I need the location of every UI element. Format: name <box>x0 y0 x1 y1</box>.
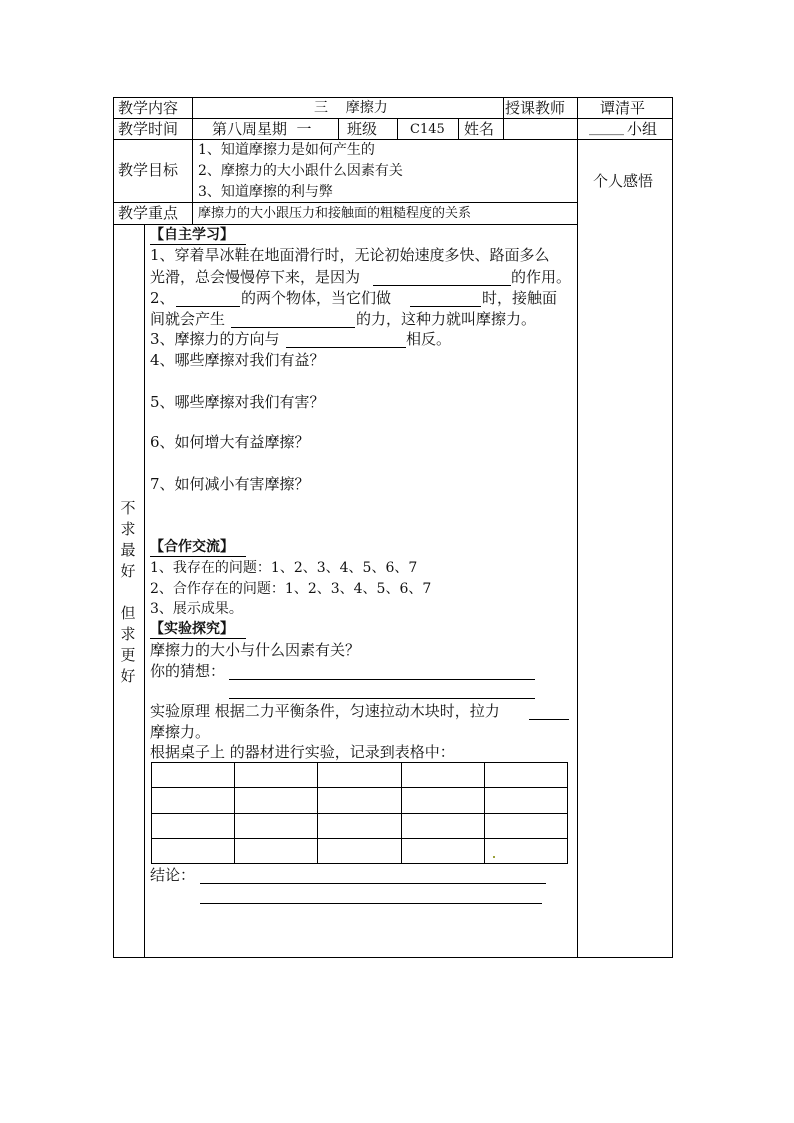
heading-rule <box>150 638 246 639</box>
goal-item: 1、知道摩擦力是如何产生的 <box>198 142 375 158</box>
q3-a: 3、摩擦力的方向与 <box>150 330 280 348</box>
goal-item: 3、知道摩擦的利与弊 <box>198 184 333 200</box>
q7: 7、如何减小有害摩擦？ <box>150 475 310 493</box>
q2-line2-a: 间就会产生 <box>150 310 226 328</box>
motto-char: 不 <box>120 499 136 517</box>
motto-char: 求 <box>120 625 136 643</box>
guess-label: 你的猜想： <box>150 662 226 680</box>
record-table-vline <box>317 762 318 864</box>
q6: 6、如何增大有益摩擦？ <box>150 433 310 451</box>
col-sep-class-value <box>397 118 398 139</box>
q4: 4、哪些摩擦对我们有益？ <box>150 351 325 369</box>
goal-item: 2、摩擦力的大小跟什么因素有关 <box>198 163 403 179</box>
motto-char: 最 <box>120 541 136 559</box>
guess-blank-1[interactable] <box>229 679 535 680</box>
q2-blank-1[interactable] <box>176 306 240 307</box>
q3-blank[interactable] <box>286 347 406 348</box>
table-border-right <box>672 97 673 958</box>
row-sep-4 <box>113 224 577 225</box>
record-table-hline <box>151 787 568 788</box>
q2-line2-b: 的力，这种力就叫摩擦力。 <box>356 310 537 328</box>
motto-char: 求 <box>120 520 136 538</box>
q1-line2-a: 光滑，总会慢慢停下来，是因为 <box>150 268 361 286</box>
record-table-hline <box>151 762 568 763</box>
record-table-hline <box>151 863 568 864</box>
experiment-heading: 【实验探究】 <box>150 621 234 637</box>
reflection-label: 个人感悟 <box>593 172 654 190</box>
motto-char: 好 <box>120 562 136 580</box>
experiment-question: 摩擦力的大小与什么因素有关？ <box>150 641 361 659</box>
cooperation-item: 2、合作存在的问题：1、2、3、4、5、6、7 <box>150 581 432 597</box>
record-table-vline <box>151 762 152 864</box>
guess-blank-2[interactable] <box>229 698 535 699</box>
table-border-bottom <box>113 957 673 958</box>
group-blank: _____ <box>589 120 624 136</box>
label-name: 姓名 <box>464 120 495 138</box>
row-sep-2 <box>113 139 673 140</box>
label-key: 教学重点 <box>118 204 179 222</box>
conclusion-blank-1[interactable] <box>200 883 546 884</box>
record-table <box>151 762 568 864</box>
motto-char: 更 <box>120 646 136 664</box>
time-value: 第八周星期 一 <box>212 120 312 138</box>
principle-a: 实验原理 根据二力平衡条件，匀速拉动木块时，拉力 <box>150 702 500 720</box>
col-sep-name-label <box>458 118 459 139</box>
row-sep-3 <box>113 202 577 203</box>
q3-b: 相反。 <box>406 330 452 348</box>
q1-blank[interactable] <box>373 285 511 286</box>
record-table-vline <box>484 762 485 864</box>
label-class: 班级 <box>347 120 378 138</box>
label-teacher: 授课教师 <box>505 99 566 117</box>
q2-line1-c: 时，接触面 <box>482 289 558 307</box>
class-value: C145 <box>410 122 445 137</box>
conclusion-label: 结论： <box>150 866 196 884</box>
record-table-vline <box>234 762 235 864</box>
col-sep-label <box>192 97 193 224</box>
table-border-top <box>113 97 673 98</box>
q2-blank-3[interactable] <box>231 327 355 328</box>
col-sep-teacher <box>503 97 504 139</box>
teacher-name: 谭清平 <box>600 99 646 117</box>
record-table-vline <box>567 762 568 864</box>
motto-char: 但 <box>120 604 136 622</box>
col-sep-side <box>144 224 145 958</box>
col-sep-right-main <box>577 97 578 958</box>
principle-blank[interactable] <box>529 719 569 720</box>
q2-line1-b: 的两个物体，当它们做 <box>241 289 392 307</box>
q5: 5、哪些摩擦对我们有害？ <box>150 393 325 411</box>
speck <box>493 856 495 858</box>
motto-char: 好 <box>120 667 136 685</box>
lesson-title: 三 摩擦力 <box>314 100 388 116</box>
heading-rule <box>150 556 246 557</box>
table-border-left <box>113 97 114 958</box>
record-table-hline <box>151 838 568 839</box>
q1-line2-b: 的作用。 <box>511 268 572 286</box>
q2-line1-a: 2、 <box>150 289 175 307</box>
self-study-heading: 【自主学习】 <box>150 227 234 243</box>
conclusion-blank-2[interactable] <box>200 903 542 904</box>
record-table-vline <box>401 762 402 864</box>
label-time: 教学时间 <box>118 120 179 138</box>
cooperation-heading: 【合作交流】 <box>150 539 234 555</box>
record-instruction: 根据桌子上 的器材进行实验，记录到表格中： <box>150 743 455 761</box>
label-content: 教学内容 <box>118 99 179 117</box>
col-sep-class-label <box>338 118 339 139</box>
cooperation-item: 1、我存在的问题：1、2、3、4、5、6、7 <box>150 560 418 576</box>
cooperation-item: 3、展示成果。 <box>150 601 243 617</box>
key-text: 摩擦力的大小跟压力和接触面的粗糙程度的关系 <box>198 206 472 221</box>
heading-rule <box>150 244 246 245</box>
principle-b: 摩擦力。 <box>150 723 211 741</box>
record-table-hline <box>151 813 568 814</box>
q2-blank-2[interactable] <box>410 306 481 307</box>
group-label: 小组 <box>627 120 658 138</box>
row-sep-1 <box>113 118 673 119</box>
label-goal: 教学目标 <box>118 161 179 179</box>
q1-line1: 1、穿着旱冰鞋在地面滑行时，无论初始速度多快、路面多么 <box>150 246 550 264</box>
